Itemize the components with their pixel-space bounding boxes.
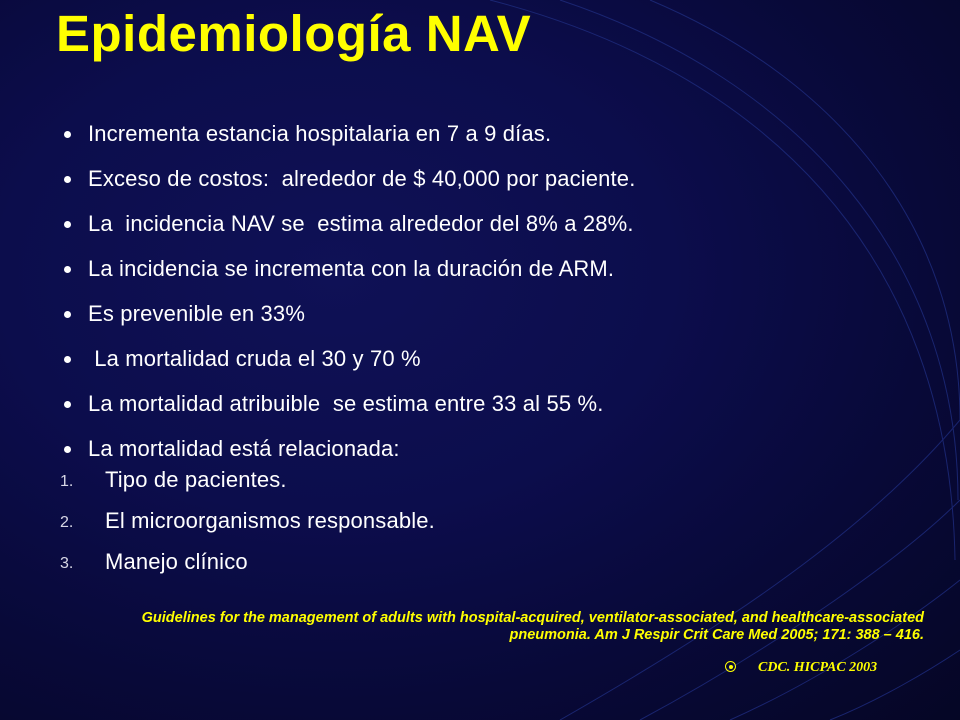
bullet-text: La mortalidad está relacionada: [88, 436, 400, 461]
bullet-dot-icon [64, 446, 71, 453]
bullet-dot-icon [64, 131, 71, 138]
source-line [725, 660, 877, 676]
bullet-dot-icon [64, 311, 71, 318]
bullet-dot-icon [64, 176, 71, 183]
bullet-text: Es prevenible en 33% [88, 301, 306, 326]
citation-text: Guidelines for the management of adults with hospital-acquired, ventilator-associated, and healthcare-associated pneumonia. Am J Respir Crit Care Med 2005; 171: 388 – 416. [141, 610, 924, 643]
item-text: Manejo clínico [105, 549, 248, 574]
bullet-text: La mortalidad atribuible se estima entre 33 al 55 %. [88, 391, 604, 416]
item-text: El microorganismos responsable. [105, 508, 435, 533]
item-text: Tipo de pacientes. [105, 467, 287, 492]
bullet-dot-icon [64, 266, 71, 273]
slide-title: Epidemiología NAV [56, 5, 532, 62]
bullet-text: La incidencia se incrementa con la duración de ARM. [88, 256, 615, 281]
item-number: 3. [60, 555, 74, 572]
bullet-text: Exceso de costos: alrededor de $ 40,000 por paciente. [88, 166, 636, 191]
bullet-dot-icon [64, 356, 71, 363]
source-text: CDC. HICPAC 2003 [758, 660, 878, 675]
bullet-text: Incrementa estancia hospitalaria en 7 a 9 días. [88, 121, 552, 146]
item-number: 1. [60, 473, 74, 490]
bullet-text: La mortalidad cruda el 30 y 70 % [88, 346, 421, 371]
bullet-dot-icon [64, 221, 71, 228]
item-number: 2. [60, 514, 74, 531]
bullet-text: La incidencia NAV se estima alrededor del 8% a 28%. [88, 211, 634, 236]
bullet-dot-icon [64, 401, 71, 408]
circled-dot-icon [725, 661, 736, 672]
